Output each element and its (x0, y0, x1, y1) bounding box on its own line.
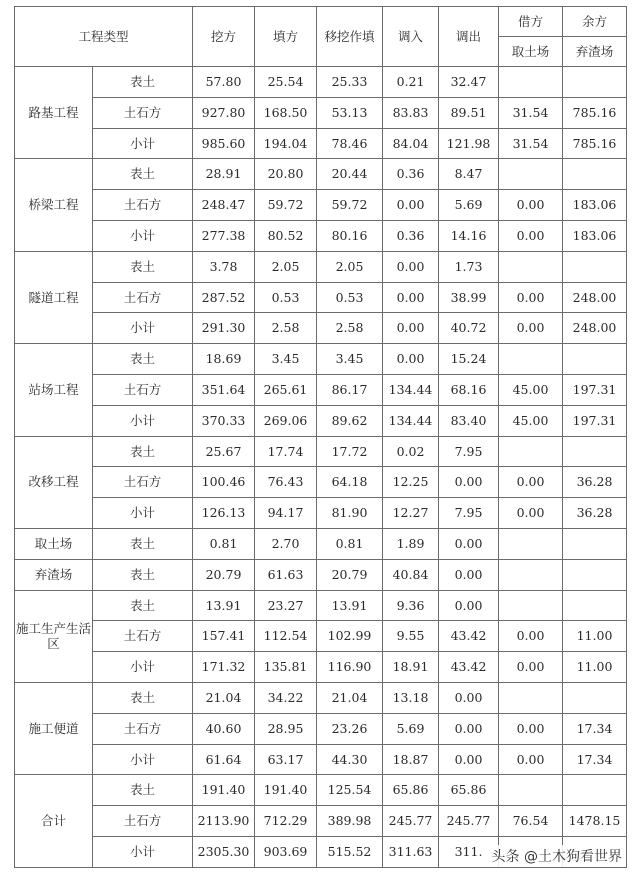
value-cell: 32.47 (439, 67, 499, 98)
category-cell: 改移工程 (15, 436, 93, 528)
table-row (15, 467, 627, 498)
value-cell (563, 436, 627, 467)
value-cell: 45.00 (499, 374, 563, 405)
value-cell: 311. (439, 836, 499, 867)
value-cell: 191.40 (193, 775, 255, 806)
value-cell (499, 251, 563, 282)
table-row (15, 374, 627, 405)
value-cell: 2.58 (255, 313, 317, 344)
row-label: 小计 (93, 405, 193, 436)
value-cell: 277.38 (193, 220, 255, 251)
value-cell: 0.00 (499, 652, 563, 683)
row-label: 土石方 (93, 282, 193, 313)
value-cell (499, 775, 563, 806)
value-cell: 985.60 (193, 128, 255, 159)
table-row (15, 159, 627, 190)
value-cell: 248.47 (193, 190, 255, 221)
value-cell: 76.43 (255, 467, 317, 498)
category-cell: 取土场 (15, 528, 93, 559)
value-cell: 68.16 (439, 374, 499, 405)
value-cell: 11.00 (563, 621, 627, 652)
value-cell: 0.81 (317, 528, 383, 559)
value-cell: 18.69 (193, 344, 255, 375)
value-cell: 61.64 (193, 744, 255, 775)
value-cell: 112.54 (255, 621, 317, 652)
value-cell: 25.54 (255, 67, 317, 98)
value-cell: 7.95 (439, 436, 499, 467)
value-cell: 3.45 (317, 344, 383, 375)
row-label: 表土 (93, 344, 193, 375)
value-cell: 13.18 (383, 682, 439, 713)
value-cell: 0.21 (383, 67, 439, 98)
row-label: 土石方 (93, 621, 193, 652)
value-cell: 17.34 (563, 713, 627, 744)
header-type: 工程类型 (15, 7, 193, 67)
value-cell: 20.79 (317, 559, 383, 590)
table-row (15, 682, 627, 713)
value-cell: 265.61 (255, 374, 317, 405)
value-cell (563, 775, 627, 806)
value-cell (499, 67, 563, 98)
table-row (15, 713, 627, 744)
row-label: 表土 (93, 590, 193, 621)
table-row (15, 652, 627, 683)
value-cell (563, 251, 627, 282)
value-cell: 78.46 (317, 128, 383, 159)
value-cell: 245.77 (439, 806, 499, 837)
table-row (15, 621, 627, 652)
value-cell: 1.89 (383, 528, 439, 559)
value-cell: 3.45 (255, 344, 317, 375)
header-spoil-site: 弃渣场 (563, 37, 627, 67)
value-cell: 17.34 (563, 744, 627, 775)
value-cell: 65.86 (383, 775, 439, 806)
value-cell: 38.99 (439, 282, 499, 313)
value-cell: 11.00 (563, 652, 627, 683)
value-cell: 64.18 (317, 467, 383, 498)
table-row (15, 775, 627, 806)
value-cell: 20.80 (255, 159, 317, 190)
value-cell: 80.16 (317, 220, 383, 251)
value-cell: 0.36 (383, 159, 439, 190)
value-cell: 0.00 (499, 220, 563, 251)
value-cell: 40.60 (193, 713, 255, 744)
value-cell: 248.00 (563, 282, 627, 313)
value-cell (563, 67, 627, 98)
value-cell: 8.47 (439, 159, 499, 190)
row-label: 小计 (93, 220, 193, 251)
row-label: 土石方 (93, 190, 193, 221)
value-cell: 83.40 (439, 405, 499, 436)
table-row (15, 590, 627, 621)
value-cell: 76.54 (499, 806, 563, 837)
value-cell: 9.55 (383, 621, 439, 652)
value-cell: 0.00 (439, 528, 499, 559)
value-cell: 0.53 (317, 282, 383, 313)
value-cell (499, 159, 563, 190)
value-cell: 903.69 (255, 836, 317, 867)
value-cell: 89.51 (439, 97, 499, 128)
value-cell: 1478.15 (563, 806, 627, 837)
value-cell: 7.95 (439, 498, 499, 529)
table-row (15, 190, 627, 221)
header-transfer-fill: 移挖作填 (317, 7, 383, 67)
value-cell: 0.00 (383, 251, 439, 282)
value-cell: 134.44 (383, 405, 439, 436)
value-cell: 14.16 (439, 220, 499, 251)
value-cell: 2.70 (255, 528, 317, 559)
value-cell: 84.04 (383, 128, 439, 159)
value-cell: 21.04 (317, 682, 383, 713)
value-cell: 2113.90 (193, 806, 255, 837)
table-row (15, 559, 627, 590)
value-cell: 17.74 (255, 436, 317, 467)
table-row (15, 282, 627, 313)
table-row (15, 220, 627, 251)
header-row-top (15, 7, 627, 37)
value-cell: 45.00 (499, 405, 563, 436)
header-spoil: 余方 (563, 7, 627, 37)
value-cell (563, 159, 627, 190)
value-cell: 80.52 (255, 220, 317, 251)
value-cell (499, 528, 563, 559)
value-cell: 125.54 (317, 775, 383, 806)
value-cell: 0.00 (439, 682, 499, 713)
value-cell: 102.99 (317, 621, 383, 652)
header-transfer-in: 调入 (383, 7, 439, 67)
value-cell: 83.83 (383, 97, 439, 128)
value-cell: 12.25 (383, 467, 439, 498)
value-cell: 0.00 (383, 313, 439, 344)
value-cell: 20.79 (193, 559, 255, 590)
value-cell: 0.00 (439, 713, 499, 744)
row-label: 表土 (93, 67, 193, 98)
row-label: 土石方 (93, 374, 193, 405)
row-label: 小计 (93, 744, 193, 775)
header-borrow: 借方 (499, 7, 563, 37)
value-cell: 183.06 (563, 220, 627, 251)
value-cell: 94.17 (255, 498, 317, 529)
value-cell (563, 528, 627, 559)
value-cell: 100.46 (193, 467, 255, 498)
value-cell: 28.91 (193, 159, 255, 190)
value-cell: 21.04 (193, 682, 255, 713)
value-cell: 36.28 (563, 498, 627, 529)
value-cell: 12.27 (383, 498, 439, 529)
row-label: 小计 (93, 498, 193, 529)
category-cell: 站场工程 (15, 344, 93, 436)
value-cell: 81.90 (317, 498, 383, 529)
value-cell: 44.30 (317, 744, 383, 775)
value-cell: 0.00 (439, 590, 499, 621)
value-cell: 9.36 (383, 590, 439, 621)
value-cell: 40.84 (383, 559, 439, 590)
earthwork-balance-table (14, 6, 627, 868)
value-cell: 86.17 (317, 374, 383, 405)
value-cell: 785.16 (563, 97, 627, 128)
value-cell (499, 344, 563, 375)
value-cell (499, 559, 563, 590)
value-cell: 1.73 (439, 251, 499, 282)
category-cell: 桥梁工程 (15, 159, 93, 251)
value-cell: 515.52 (317, 836, 383, 867)
table-row (15, 405, 627, 436)
row-label: 土石方 (93, 713, 193, 744)
table-row (15, 97, 627, 128)
value-cell: 291.30 (193, 313, 255, 344)
value-cell: 269.06 (255, 405, 317, 436)
value-cell: 116.90 (317, 652, 383, 683)
value-cell: 126.13 (193, 498, 255, 529)
table-row (15, 498, 627, 529)
value-cell (563, 559, 627, 590)
value-cell: 34.22 (255, 682, 317, 713)
value-cell: 171.32 (193, 652, 255, 683)
value-cell: 25.33 (317, 67, 383, 98)
value-cell: 0.00 (499, 467, 563, 498)
value-cell: 194.04 (255, 128, 317, 159)
value-cell (563, 682, 627, 713)
value-cell: 370.33 (193, 405, 255, 436)
value-cell: 57.80 (193, 67, 255, 98)
row-label: 表土 (93, 775, 193, 806)
value-cell: 389.98 (317, 806, 383, 837)
header-fill: 填方 (255, 7, 317, 67)
value-cell: 15.24 (439, 344, 499, 375)
value-cell: 248.00 (563, 313, 627, 344)
category-cell: 路基工程 (15, 67, 93, 159)
value-cell: 28.95 (255, 713, 317, 744)
category-cell: 施工便道 (15, 682, 93, 774)
value-cell: 0.00 (383, 282, 439, 313)
value-cell: 351.64 (193, 374, 255, 405)
value-cell: 191.40 (255, 775, 317, 806)
row-label: 表土 (93, 436, 193, 467)
value-cell: 59.72 (317, 190, 383, 221)
header-transfer-out: 调出 (439, 7, 499, 67)
row-label: 表土 (93, 159, 193, 190)
value-cell (563, 590, 627, 621)
value-cell: 18.87 (383, 744, 439, 775)
value-cell: 3.78 (193, 251, 255, 282)
value-cell: 712.29 (255, 806, 317, 837)
value-cell: 0.00 (439, 467, 499, 498)
value-cell: 785.16 (563, 128, 627, 159)
value-cell: 0.53 (255, 282, 317, 313)
value-cell: 245.77 (383, 806, 439, 837)
row-label: 小计 (93, 836, 193, 867)
value-cell: 53.13 (317, 97, 383, 128)
value-cell: 197.31 (563, 405, 627, 436)
value-cell: 23.27 (255, 590, 317, 621)
row-label: 表土 (93, 528, 193, 559)
value-cell: 65.86 (439, 775, 499, 806)
value-cell: 2305.30 (193, 836, 255, 867)
table-row (15, 128, 627, 159)
value-cell: 168.50 (255, 97, 317, 128)
value-cell: 0.02 (383, 436, 439, 467)
value-cell: 61.63 (255, 559, 317, 590)
value-cell: 0.00 (499, 713, 563, 744)
value-cell: 43.42 (439, 652, 499, 683)
value-cell: 43.42 (439, 621, 499, 652)
category-cell: 隧道工程 (15, 251, 93, 343)
row-label: 小计 (93, 652, 193, 683)
table-row (15, 251, 627, 282)
value-cell: 0.00 (439, 559, 499, 590)
header-borrow-pit: 取土场 (499, 37, 563, 67)
value-cell (499, 682, 563, 713)
table-row (15, 67, 627, 98)
value-cell: 0.00 (499, 621, 563, 652)
value-cell: 0.36 (383, 220, 439, 251)
table-body (15, 67, 627, 868)
value-cell: 2.05 (255, 251, 317, 282)
value-cell (499, 436, 563, 467)
value-cell: 18.91 (383, 652, 439, 683)
row-label: 土石方 (93, 97, 193, 128)
header-excavation: 挖方 (193, 7, 255, 67)
value-cell: 40.72 (439, 313, 499, 344)
value-cell: 20.44 (317, 159, 383, 190)
value-cell: 17.72 (317, 436, 383, 467)
value-cell: 0.81 (193, 528, 255, 559)
value-cell (563, 344, 627, 375)
watermark: 头条 @土木狗看世界 (488, 845, 626, 867)
table-row (15, 313, 627, 344)
value-cell: 2.05 (317, 251, 383, 282)
value-cell: 2.58 (317, 313, 383, 344)
row-label: 小计 (93, 128, 193, 159)
value-cell: 5.69 (439, 190, 499, 221)
value-cell (499, 590, 563, 621)
value-cell: 36.28 (563, 467, 627, 498)
value-cell: 197.31 (563, 374, 627, 405)
table-row (15, 806, 627, 837)
row-label: 表土 (93, 559, 193, 590)
value-cell: 135.81 (255, 652, 317, 683)
row-label: 表土 (93, 682, 193, 713)
value-cell: 0.00 (499, 744, 563, 775)
value-cell: 59.72 (255, 190, 317, 221)
category-cell: 施工生产生活区 (15, 590, 93, 682)
value-cell: 13.91 (193, 590, 255, 621)
value-cell: 311.63 (383, 836, 439, 867)
row-label: 小计 (93, 313, 193, 344)
value-cell: 287.52 (193, 282, 255, 313)
value-cell: 5.69 (383, 713, 439, 744)
table-row (15, 528, 627, 559)
category-cell: 弃渣场 (15, 559, 93, 590)
value-cell: 927.80 (193, 97, 255, 128)
row-label: 土石方 (93, 467, 193, 498)
table-row (15, 436, 627, 467)
table-row (15, 344, 627, 375)
value-cell: 31.54 (499, 97, 563, 128)
value-cell: 0.00 (499, 190, 563, 221)
value-cell: 0.00 (499, 498, 563, 529)
value-cell: 183.06 (563, 190, 627, 221)
value-cell: 31.54 (499, 128, 563, 159)
value-cell: 25.67 (193, 436, 255, 467)
value-cell: 13.91 (317, 590, 383, 621)
row-label: 表土 (93, 251, 193, 282)
value-cell: 121.98 (439, 128, 499, 159)
value-cell: 23.26 (317, 713, 383, 744)
value-cell: 0.00 (499, 282, 563, 313)
table-row (15, 744, 627, 775)
category-cell: 合计 (15, 775, 93, 868)
value-cell: 0.00 (439, 744, 499, 775)
row-label: 土石方 (93, 806, 193, 837)
value-cell: 89.62 (317, 405, 383, 436)
value-cell: 63.17 (255, 744, 317, 775)
value-cell: 0.00 (383, 344, 439, 375)
value-cell: 134.44 (383, 374, 439, 405)
value-cell: 0.00 (383, 190, 439, 221)
value-cell: 0.00 (499, 313, 563, 344)
value-cell: 157.41 (193, 621, 255, 652)
